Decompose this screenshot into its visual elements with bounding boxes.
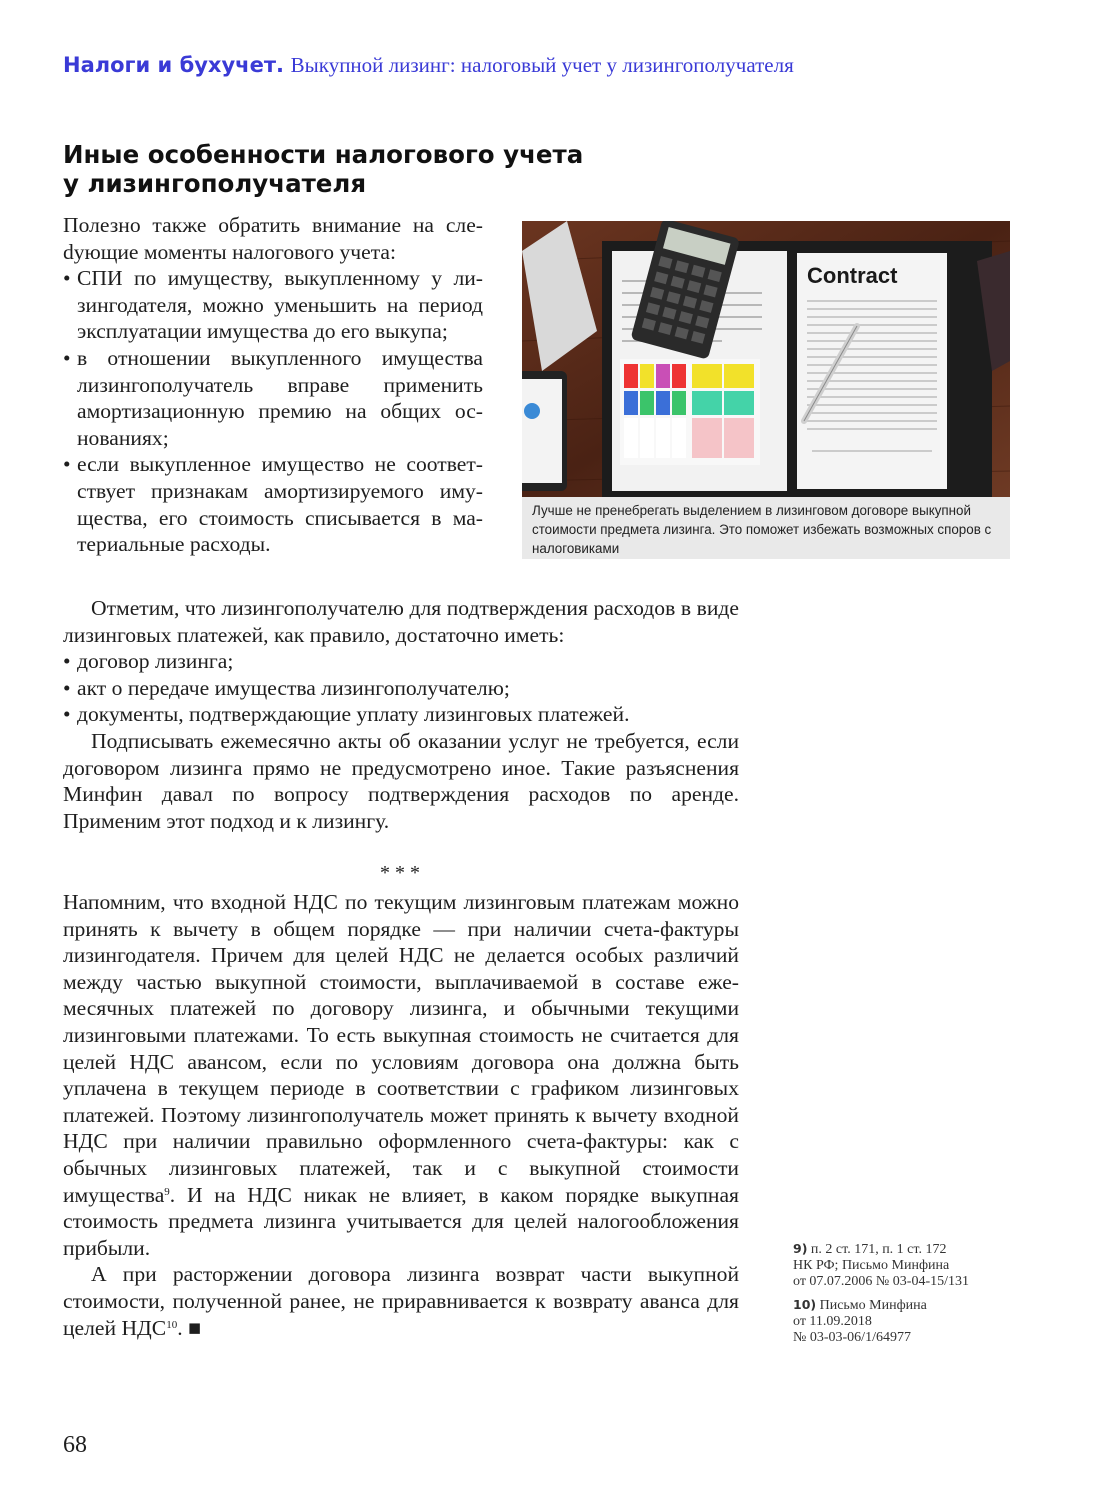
heading-line-1: Иные особенности налогового учета bbox=[63, 140, 584, 169]
header-section: Налоги и бухучет. bbox=[63, 53, 284, 77]
footnote-ref-9[interactable]: 9 bbox=[164, 1185, 170, 1198]
documents-list bbox=[63, 648, 739, 728]
footnote-9 bbox=[793, 1241, 1053, 1290]
acts-paragraph: Подписывать ежемесячно акты об оказании услуг не требуется, если договором лизинга прямо не предусмотрено иное. Такие разъяснения Минфин давал по вопросу подтверждения расходов по аренде. Применим этот подход и к лизингу. bbox=[63, 728, 739, 833]
section-heading bbox=[63, 140, 583, 198]
list-item: • документы, подтверждающие уплату лизинговых платежей. bbox=[63, 701, 739, 728]
footnote-line: от 11.09.2018 bbox=[793, 1314, 872, 1329]
contract-photo-illustration bbox=[522, 221, 1010, 497]
running-header bbox=[63, 53, 794, 78]
photo-caption: Лучше не пренебрегать выделением в лизинговом договоре выкупной стоимости предмета лизинга. Это поможет избежать возможных споров с налоговиками bbox=[532, 503, 992, 556]
documents-block bbox=[63, 595, 739, 834]
documents-intro: Отметим, что лизингополучателю для подтверждения расходов в виде лизинговых платежей, как правило, достаточно иметь: bbox=[63, 596, 739, 647]
footnote-10 bbox=[793, 1297, 1053, 1346]
end-mark: . ■ bbox=[177, 1315, 202, 1340]
termination-text: А при расторжении договора лизинга возврат части выкупной стоимости, полученной ранее, не приравнивается к возврату аванса для целей НДС bbox=[63, 1262, 739, 1340]
tax-points-list bbox=[63, 265, 483, 558]
footnote-line: № 03-03-06/1/64977 bbox=[793, 1330, 911, 1345]
header-title: Выкупной лизинг: налоговый учет у лизингополучателя bbox=[290, 53, 794, 77]
footnote-number: 10) bbox=[793, 1297, 817, 1312]
vat-text: Напомним, что входной НДС по текущим лизинговым платежам можно принять к вычету в общем порядке — при наличии счета-фактуры лизингодателя. Причем для целей НДС не делается особых различий между частью выкупной стоимости, выплачиваемой в составе ежемесячных платежей по договору лизинга, и обычными текущими лизинговыми платежами. То есть выкупная стоимость не считается для целей НДС авансом, если по условиям договора она должна быть уплачена в текущем периоде в соответствии с графиком лизинговых платежей. Поэтому лизингополучатель может принять к вычету входной НДС при наличии правильно оформленного счета-фактуры: как с обычных лизинговых платежей, так и с выкупной стоимости имущества bbox=[63, 890, 739, 1207]
vat-text-end: . И на НДС никак не влияет, в каком порядке выкупная стоимость предмета лизинга учитывается для целей налогообложения прибыли. bbox=[63, 1182, 739, 1260]
contract-title: Contract bbox=[807, 263, 898, 288]
footnote-ref-10[interactable]: 10 bbox=[166, 1318, 178, 1331]
section-separator: * * * bbox=[380, 862, 420, 884]
photo-caption-box bbox=[522, 497, 1010, 559]
footnote-line: Письмо Минфина bbox=[819, 1298, 927, 1313]
termination-paragraph bbox=[63, 1261, 739, 1341]
list-item: • если выкупленное имущество не соответствует признакам амортизируемого имущества, его стоимость списывается в материальные расходы. bbox=[63, 451, 483, 557]
footnote-number: 9) bbox=[793, 1241, 808, 1256]
intro-paragraph: Полезно также обратить внимание на слеdующие моменты налогового учета: bbox=[63, 213, 483, 264]
vat-paragraph bbox=[63, 889, 739, 1261]
footnote-line: п. 2 ст. 171, п. 1 ст. 172 bbox=[810, 1242, 947, 1257]
page-number: 68 bbox=[63, 1432, 87, 1458]
list-item: • СПИ по имуществу, выкупленному у лизингодателя, можно уменьшить на период эксплуатации имущества до его выкупа; bbox=[63, 265, 483, 345]
heading-line-2: у лизингополучателя bbox=[63, 169, 367, 198]
contract-photo bbox=[522, 221, 1010, 497]
footnote-line: НК РФ; Письмо Минфина bbox=[793, 1258, 950, 1273]
intro-column bbox=[63, 212, 483, 558]
list-item: • в отношении выкупленного имущества лизингополучатель вправе применить амортизационную премию на общих основаниях; bbox=[63, 345, 483, 451]
vat-block bbox=[63, 889, 739, 1341]
footnote-line: от 07.07.2006 № 03-04-15/131 bbox=[793, 1274, 970, 1289]
list-item: • договор лизинга; bbox=[63, 648, 739, 675]
list-item: • акт о передаче имущества лизингополучателю; bbox=[63, 675, 739, 702]
